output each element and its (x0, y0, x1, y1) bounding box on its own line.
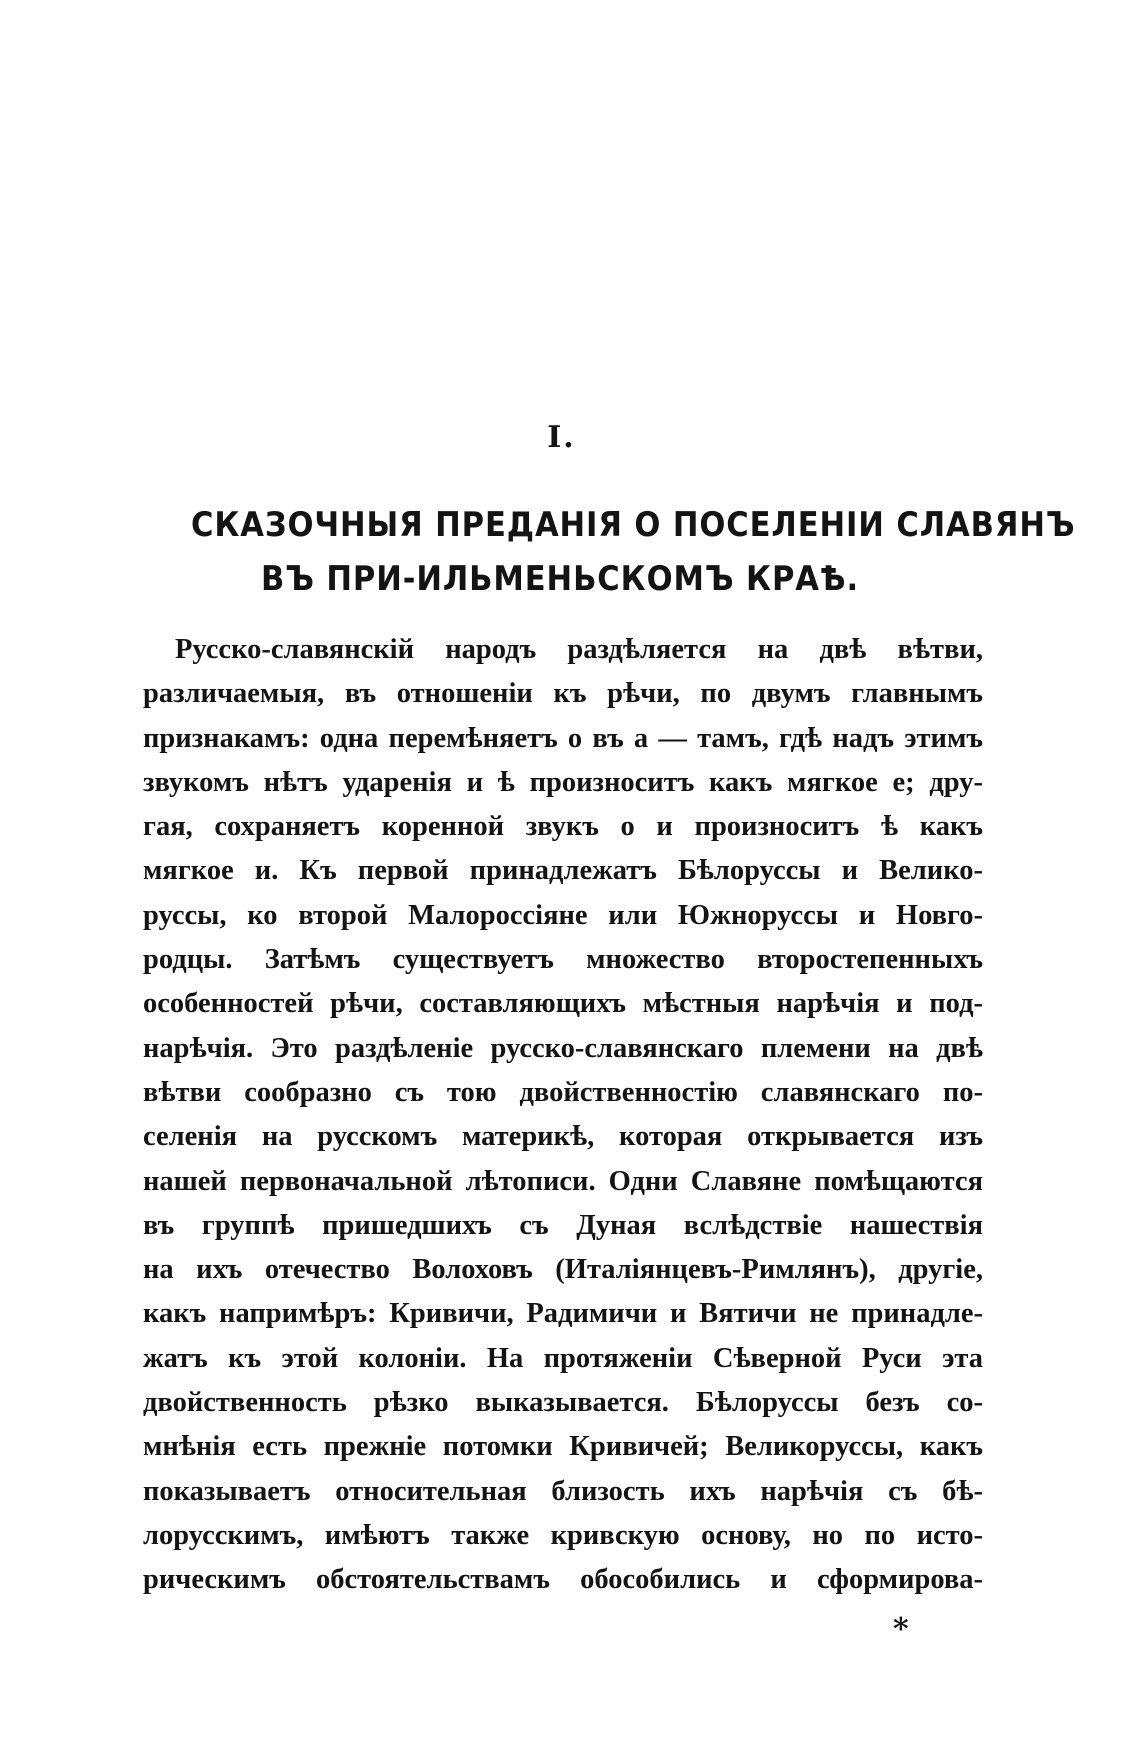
chapter-title-line: СКАЗОЧНЫЯ ПРЕДАНІЯ О ПОСЕЛЕНІИ СЛАВЯНЪ (191, 505, 1076, 545)
text-line: какъ напримѣръ: Кривичи, Радимичи и Вятичи не принадле- (143, 1298, 983, 1330)
signature-mark: * (893, 1612, 909, 1647)
text-line: двойственность рѣзко выказывается. Бѣлоруссы безъ со- (143, 1387, 983, 1419)
text-line: показываетъ относительная близость ихъ нарѣчія съ бѣ- (143, 1475, 983, 1507)
text-line: Русско-славянскій народъ раздѣляется на двѣ вѣтви, (175, 634, 983, 665)
text-line: звукомъ нѣтъ ударенія и ѣ произноситъ какъ мягкое е; дру- (143, 766, 983, 798)
text-line: нашей первоначальной лѣтописи. Одни Славяне помѣщаются (143, 1165, 983, 1197)
text-line: селенія на русскомъ материкѣ, которая открывается изъ (143, 1121, 983, 1153)
text-line: въ группѣ пришедшихъ съ Дуная вслѣдствіе нашествія (143, 1209, 983, 1241)
text-line: различаемыя, въ отношеніи къ рѣчи, по двумъ главнымъ (143, 678, 983, 710)
body-text (143, 628, 983, 1603)
chapter-number: I. (547, 420, 576, 455)
text-line: гая, сохраняетъ коренной звукъ о и произноситъ ѣ какъ (143, 811, 983, 843)
text-line: мнѣнія есть прежніе потомки Кривичей; Великоруссы, какъ (143, 1431, 983, 1463)
text-line: на ихъ отечество Волоховъ (Италіянцевъ-Римлянъ), другіе, (143, 1254, 983, 1286)
text-line: родцы. Затѣмъ существуетъ множество второстепенныхъ (143, 944, 983, 976)
chapter-title-line: ВЪ ПРИ-ИЛЬМЕНЬСКОМЪ КРАѢ. (260, 559, 859, 599)
text-line: рическимъ обстоятельствамъ обособились и сформирова- (143, 1564, 983, 1596)
text-line: нарѣчія. Это раздѣленіе русско-славянскаго племени на двѣ (143, 1032, 983, 1064)
chapter-title (191, 498, 1076, 606)
text-line: признакамъ: одна перемѣняетъ о въ а — тамъ, гдѣ надъ этимъ (143, 722, 983, 754)
text-line: особенностей рѣчи, составляющихъ мѣстныя нарѣчія и под- (143, 988, 983, 1020)
text-line: мягкое и. Къ первой принадлежатъ Бѣлоруссы и Велико- (143, 855, 983, 887)
text-line: лорусскимъ, имѣютъ также кривскую основу, но по исто- (143, 1519, 983, 1551)
text-line: руссы, ко второй Малороссіяне или Южноруссы и Новго- (143, 899, 983, 931)
text-line: жатъ къ этой колоніи. На протяженіи Сѣверной Руси эта (143, 1342, 983, 1374)
text-line: вѣтви сообразно съ тою двойственностію славянскаго по- (143, 1076, 983, 1108)
